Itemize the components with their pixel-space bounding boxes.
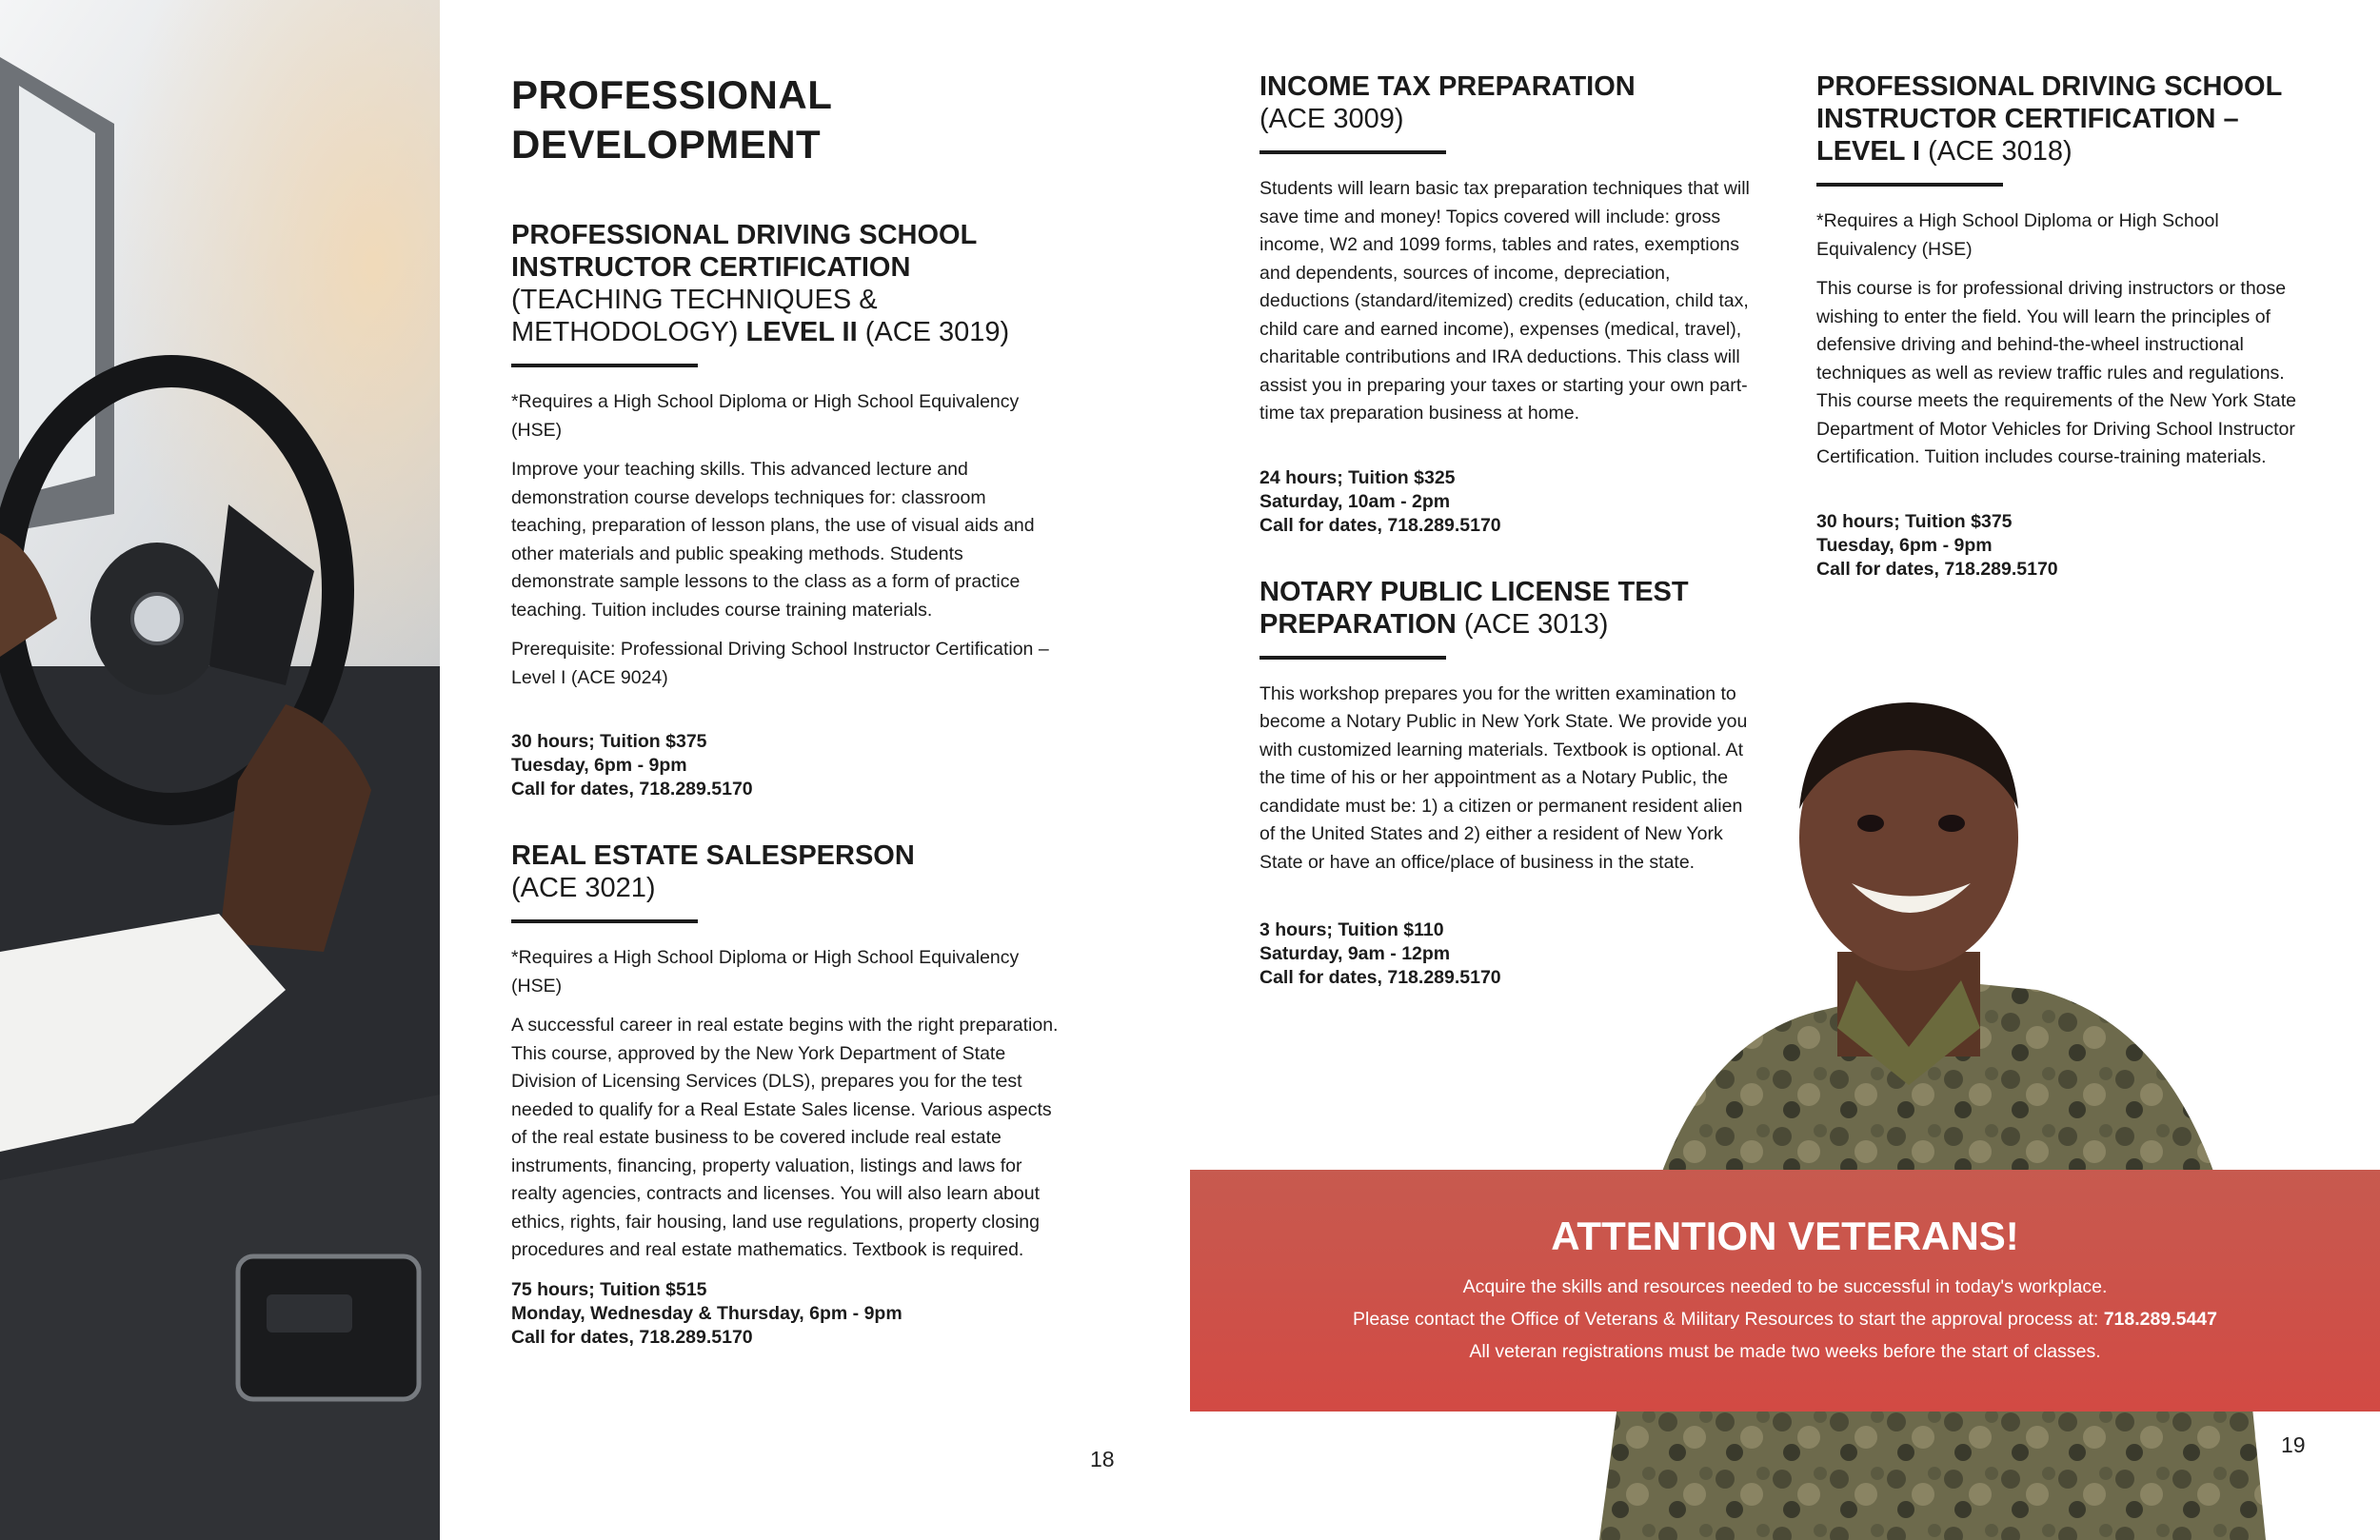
course-ace-3009: [1259, 70, 1758, 538]
left-page: [511, 70, 1063, 1350]
veterans-line: Acquire the skills and resources needed to be successful in today's workplace.: [1462, 1276, 2108, 1297]
page-title-line: DEVELOPMENT: [511, 122, 822, 167]
course-code: (ACE 3013): [1463, 608, 1609, 640]
course-ace-3019: [511, 219, 1063, 801]
course-title: INSTRUCTOR CERTIFICATION: [511, 252, 911, 283]
veterans-title: ATTENTION VETERANS!: [1551, 1214, 2019, 1258]
right-page-column-2: [1816, 70, 2311, 582]
course-heading: [511, 839, 1063, 904]
course-heading: [1259, 70, 1758, 135]
course-title: NOTARY PUBLIC LICENSE TEST: [1259, 576, 1689, 607]
course-description: This course is for professional driving instructors or those wishing to enter the field. You will learn the principles of defensive driving and behind-the-wheel instructional techniques as well as review traffic rules and regulations. This course meets the requirements of the New York State Department of Motor Vehicles for Driving School Instructor Certification. Tuition includes course-training materials.: [1816, 278, 2297, 467]
course-title: PREPARATION: [1259, 608, 1457, 640]
course-title: INCOME TAX PREPARATION: [1259, 71, 1636, 102]
divider: [1259, 656, 1446, 660]
course-call: Call for dates, 718.289.5170: [511, 779, 753, 800]
course-hours: 24 hours; Tuition $325: [1259, 466, 1456, 488]
course-call: Call for dates, 718.289.5170: [1816, 558, 2058, 580]
veterans-line: All veteran registrations must be made two weeks before the start of classes.: [1469, 1341, 2101, 1362]
page-number: 19: [2281, 1432, 2306, 1457]
veterans-contact-text: Please contact the Office of Veterans & Military Resources to start the approval process at:: [1353, 1309, 2099, 1330]
course-ace-3021: [511, 839, 1063, 1350]
course-details: [511, 730, 1063, 801]
page-number: 18: [1090, 1447, 1115, 1471]
course-requirement: *Requires a High School Diploma or High School Equivalency (HSE): [1816, 210, 2219, 260]
course-hours: 30 hours; Tuition $375: [1816, 510, 2013, 532]
course-ace-3018: [1816, 70, 2311, 582]
course-code: (ACE 3021): [511, 873, 656, 903]
course-requirement: *Requires a High School Diploma or High School Equivalency (HSE): [511, 947, 1020, 997]
course-hours: 30 hours; Tuition $375: [511, 731, 707, 752]
course-call: Call for dates, 718.289.5170: [1259, 514, 1501, 536]
course-subtitle: (TEACHING TECHNIQUES &: [511, 285, 878, 315]
course-title: PROFESSIONAL DRIVING SCHOOL: [1816, 71, 2283, 102]
course-code: (ACE 3018): [1928, 136, 2073, 167]
course-code: (ACE 3009): [1259, 104, 1404, 134]
divider: [511, 364, 698, 367]
steering-wheel-illustration: [0, 0, 440, 1540]
course-requirement: *Requires a High School Diploma or High School Equivalency (HSE): [511, 391, 1020, 441]
course-title: REAL ESTATE SALESPERSON: [511, 840, 915, 871]
course-heading: [511, 219, 1063, 348]
veterans-banner: [1190, 1170, 2380, 1412]
course-level: LEVEL II: [745, 317, 858, 347]
course-hours: 75 hours; Tuition $515: [511, 1278, 707, 1300]
course-details: [1816, 510, 2311, 582]
course-subtitle: METHODOLOGY): [511, 317, 739, 347]
driving-photo: [0, 0, 440, 1540]
course-schedule: Saturday, 10am - 2pm: [1259, 490, 1451, 512]
course-code: (ACE 3019): [864, 317, 1010, 347]
divider: [511, 919, 698, 923]
course-description: This workshop prepares you for the written examination to become a Notary Public in New York State. We provide you with customized learning materials. Textbook is optional. At the time of his or her appointment as a Notary Public, the candidate must be: 1) a citizen or permanent resident alien of the United States and 2) either a resident of New York State or have an office/place of business in the state.: [1259, 682, 1748, 873]
divider: [1816, 183, 2003, 187]
course-call: Call for dates, 718.289.5170: [1259, 967, 1501, 988]
course-title: PROFESSIONAL DRIVING SCHOOL: [511, 220, 978, 250]
veterans-phone: 718.289.5447: [2103, 1309, 2217, 1330]
course-title: INSTRUCTOR CERTIFICATION –: [1816, 104, 2239, 134]
course-schedule: Tuesday, 6pm - 9pm: [511, 755, 687, 776]
course-level: LEVEL I: [1816, 136, 1921, 167]
course-heading: [1816, 70, 2311, 168]
course-description: Students will learn basic tax preparation techniques that will save time and money! Topics covered will include: gross income, W2 and 1099 forms, tables and rates, exemptions and dependents, sources of income, depreciation, deductions (standard/itemized) credits (education, child tax, child care and earned income), expenses (medical, travel), charitable contributions and IRA deductions. This class will assist you in preparing your taxes or starting your own part-time tax preparation business at home.: [1259, 178, 1750, 424]
page-title-line: PROFESSIONAL: [511, 72, 833, 117]
course-description: Improve your teaching skills. This advanced lecture and demonstration course develops techniques for: classroom teaching, preparation of lesson plans, the use of visual aids and other materials and public speaking methods. Students demonstrate sample lessons to the class as a form of practice teaching. Tuition includes course training materials.: [511, 459, 1035, 621]
course-hours: 3 hours; Tuition $110: [1259, 919, 1444, 940]
course-call: Call for dates, 718.289.5170: [511, 1326, 753, 1348]
course-schedule: Tuesday, 6pm - 9pm: [1816, 534, 1993, 556]
veterans-line: [1190, 1303, 2380, 1335]
course-heading: [1259, 576, 1758, 641]
course-schedule: Monday, Wednesday & Thursday, 6pm - 9pm: [511, 1302, 902, 1324]
course-prerequisite: Prerequisite: Professional Driving School Instructor Certification – Level I (ACE 9024): [511, 639, 1049, 688]
course-description: A successful career in real estate begins with the right preparation. This course, approved by the New York Department of State Division of Licensing Services (DLS), prepares you for the test needed to qualify for a Real Estate Sales license. Various aspects of the real estate business to be covered include real estate instruments, financing, property valuation, listings and laws for realty agencies, contracts and licenses. You will also learn about ethics, rights, fair housing, land use regulations, property closing procedures and real estate mathematics. Textbook is required.: [511, 1015, 1059, 1260]
course-details: [1259, 466, 1758, 538]
divider: [1259, 150, 1446, 154]
page-title: [511, 70, 1063, 169]
course-details: [511, 1278, 1063, 1350]
course-schedule: Saturday, 9am - 12pm: [1259, 943, 1451, 964]
